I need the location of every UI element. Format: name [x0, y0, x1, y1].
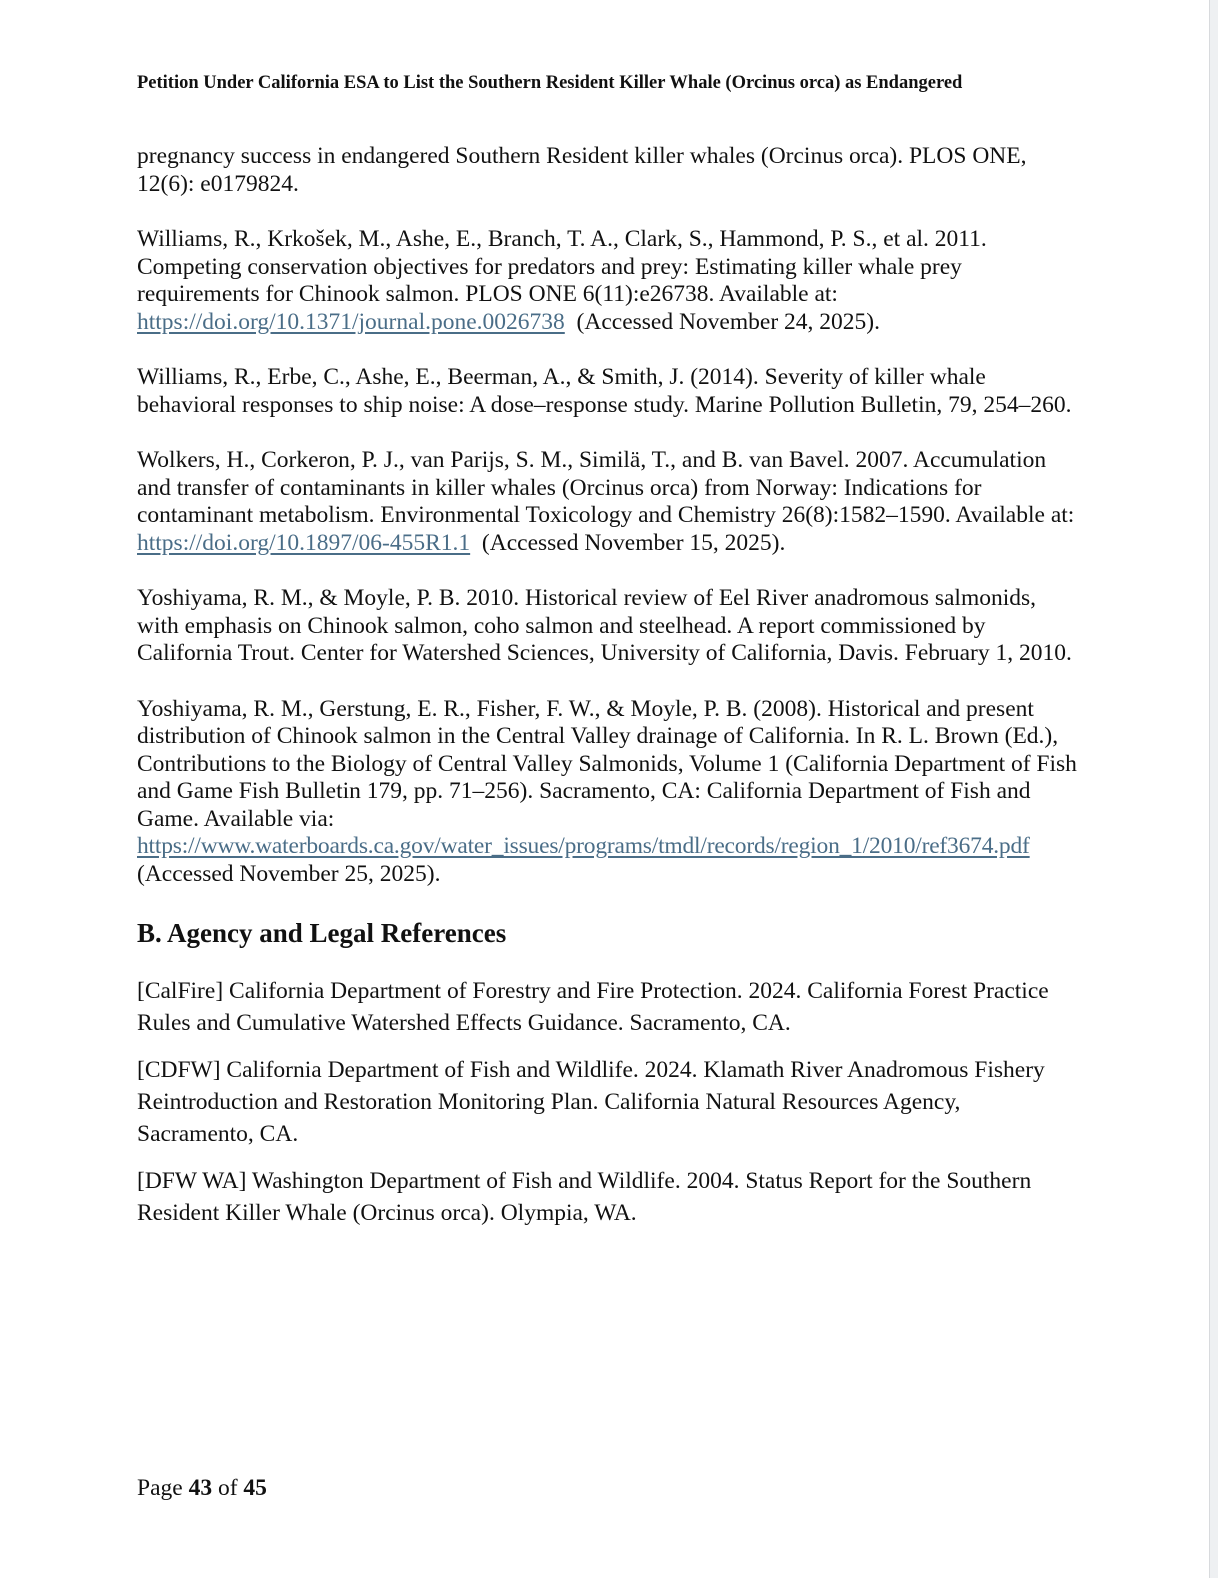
- reference-text: Williams, R., Erbe, C., Ashe, E., Beerman, A., & Smith, J. (2014). Severity of killer whale behavioral responses to ship noise: A dose–response study. Marine Pollution Bulletin, 79, 254–260.: [137, 364, 1072, 418]
- doi-link[interactable]: https://doi.org/10.1371/journal.pone.0026738: [137, 308, 565, 335]
- total-pages: 45: [243, 1475, 267, 1501]
- reference-item: [137, 447, 1077, 557]
- current-page: 43: [188, 1475, 213, 1501]
- accessed-date: (Accessed November 25, 2025).: [137, 860, 441, 887]
- of-word: of: [217, 1475, 238, 1501]
- reference-text: Williams, R., Krkošek, M., Ashe, E., Branch, T. A., Clark, S., Hammond, P. S., et al. 2011. Competing conservation objectives for predators and prey: Estimating killer whale prey requirements for Chinook salmon. PLOS ONE 6(11):e26738. Available at:: [137, 226, 987, 307]
- reference-item: [137, 585, 1077, 668]
- page-number-footer: [137, 1474, 267, 1502]
- reference-item: [137, 696, 1077, 889]
- agency-reference-item: [CDFW] California Department of Fish and Wildlife. 2024. Klamath River Anadromous Fishery Reintroduction and Restoration Monitoring Plan. California Natural Resources Agency, Sacramento, CA.: [137, 1057, 1045, 1147]
- reference-text: pregnancy success in endangered Southern Resident killer whales (Orcinus orca). PLOS ONE, 12(6): e0179824.: [137, 143, 1027, 197]
- waterboards-link[interactable]: https://www.waterboards.ca.gov/water_issues/programs/tmdl/records/region_1/2010/ref3674.pdf: [137, 833, 1030, 859]
- reference-item: [137, 226, 1077, 336]
- agency-reference-item: [CalFire] California Department of Forestry and Fire Protection. 2024. California Forest Practice Rules and Cumulative Watershed Effects Guidance. Sacramento, CA.: [137, 978, 1049, 1036]
- page-word: Page: [137, 1475, 183, 1501]
- agency-reference-item: [DFW WA] Washington Department of Fish and Wildlife. 2004. Status Report for the Southern Resident Killer Whale (Orcinus orca). Olympia, WA.: [137, 1168, 1032, 1226]
- reference-item: [137, 364, 1077, 419]
- document-body: [137, 143, 1077, 1244]
- section-heading: B. Agency and Legal References: [137, 918, 507, 948]
- accessed-date: (Accessed November 24, 2025).: [576, 308, 880, 335]
- reference-text: Yoshiyama, R. M., & Moyle, P. B. 2010. Historical review of Eel River anadromous salmonids, with emphasis on Chinook salmon, coho salmon and steelhead. A report commissioned by California Trout. Center for Watershed Sciences, University of California, Davis. February 1, 2010.: [137, 585, 1072, 666]
- reference-item: [137, 143, 1077, 198]
- running-header: Petition Under California ESA to List the Southern Resident Killer Whale (Orcinus orca) as Endangered: [137, 73, 963, 93]
- doi-link[interactable]: https://doi.org/10.1897/06-455R1.1: [137, 529, 471, 556]
- accessed-date: (Accessed November 15, 2025).: [481, 529, 786, 556]
- reference-text: Yoshiyama, R. M., Gerstung, E. R., Fisher, F. W., & Moyle, P. B. (2008). Historical and present distribution of Chinook salmon in the Central Valley drainage of California. In R. L. Brown (Ed.), Contributions to the Biology of Central Valley Salmonids, Volume 1 (California Department of Fish and Game Fish Bulletin 179, pp. 71–256). Sacramento, CA: California Department of Fish and Game. Available via:: [137, 695, 1077, 832]
- page-edge: [1209, 0, 1218, 1578]
- reference-text: Wolkers, H., Corkeron, P. J., van Parijs, S. M., Similä, T., and B. van Bavel. 2007. Accumulation and transfer of contaminants in killer whales (Orcinus orca) from Norway: Indications for contaminant metabolism. Environmental Toxicology and Chemistry 26(8):1582–1590. Available at:: [137, 447, 1075, 528]
